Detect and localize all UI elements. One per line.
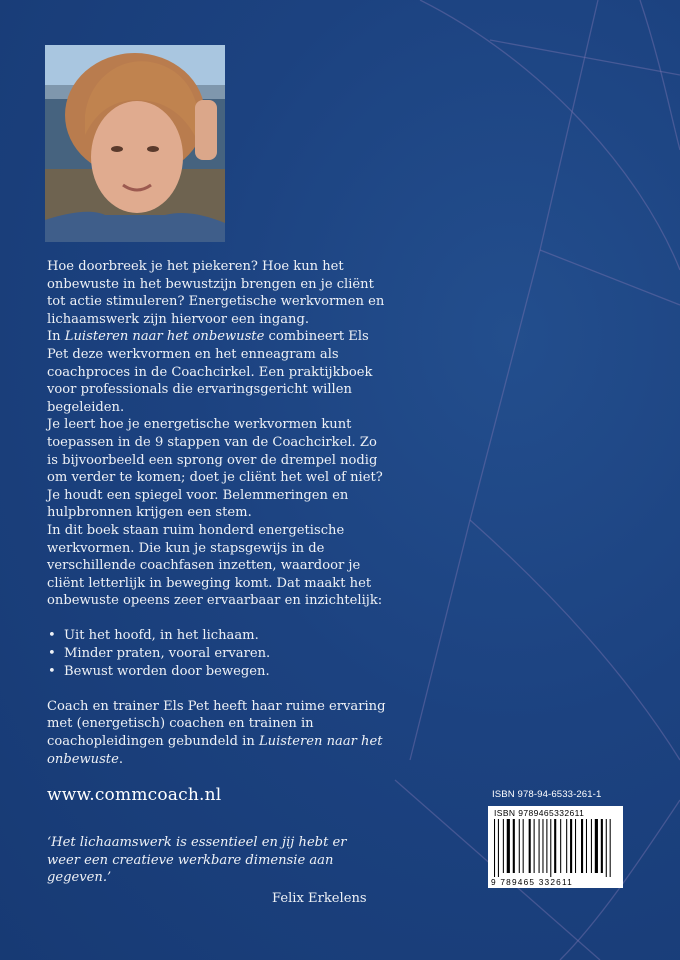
isbn-label: ISBN 978-94-6533-261-1: [492, 789, 602, 800]
barcode: [488, 806, 623, 888]
list-item: • Bewust worden door bewegen.: [47, 663, 387, 681]
website-link[interactable]: www.commcoach.nl: [47, 785, 222, 805]
paragraph-author: Coach en trainer Els Pet heeft haar ruime ervaring met (energetisch) coachen en trainen in coachopleidingen gebundeld in Luisteren naar het onbewuste.: [47, 698, 386, 767]
author-photo: [45, 45, 225, 242]
list-item: • Uit het hoofd, in het lichaam.: [47, 627, 387, 645]
paragraph-combination: In Luisteren naar het onbewuste combineert Els Pet deze werkvormen en het enneagram als coachproces in de Coachcirkel. Een praktijkboek voor professionals die ervaringsgericht willen begeleiden.: [47, 329, 373, 415]
testimonial-quote: ‘Het lichaamswerk is essentieel en jij hebt er weer een creatieve werkbare dimensie aan gegeven.’: [47, 835, 347, 886]
book-title: Luisteren naar het onbewuste: [47, 734, 383, 767]
barcode-number: 9 789465 332611: [491, 877, 573, 887]
book-title: Luisteren naar het onbewuste: [64, 329, 265, 345]
paragraph-steps: Je leert hoe je energetische werkvormen kunt toepassen in de 9 stappen van de Coachcirkel. Zo is bijvoorbeeld een sprong over de drempel nodig om verder te komen; doet je cliënt het wel of niet? Je houdt een spiegel voor. Belemmeringen en hulpbronnen krijgen een stem.: [47, 417, 383, 521]
benefit-list: [47, 627, 387, 680]
testimonial-author: Felix Erkelens: [272, 891, 367, 906]
list-item: • Minder praten, vooral ervaren.: [47, 645, 387, 663]
paragraph-workforms: In dit boek staan ruim honderd energetische werkvormen. Die kun je stapsgewijs in de verschillende coachfasen inzetten, waardoor je cliënt letterlijk in beweging komt. Dat maakt het onbewuste opeens zeer ervaarbaar en inzichtelijk:: [47, 522, 383, 609]
paragraph-intro: Hoe doorbreek je het piekeren? Hoe kun het onbewuste in het bewustzijn brengen en je cliënt tot actie stimuleren? Energetische werkvormen en lichaamswerk zijn hiervoor een ingang.: [47, 259, 385, 327]
barcode-icon: [492, 819, 619, 877]
barcode-top-text: ISBN 9789465332611: [494, 808, 585, 818]
back-cover-text: [47, 258, 387, 768]
